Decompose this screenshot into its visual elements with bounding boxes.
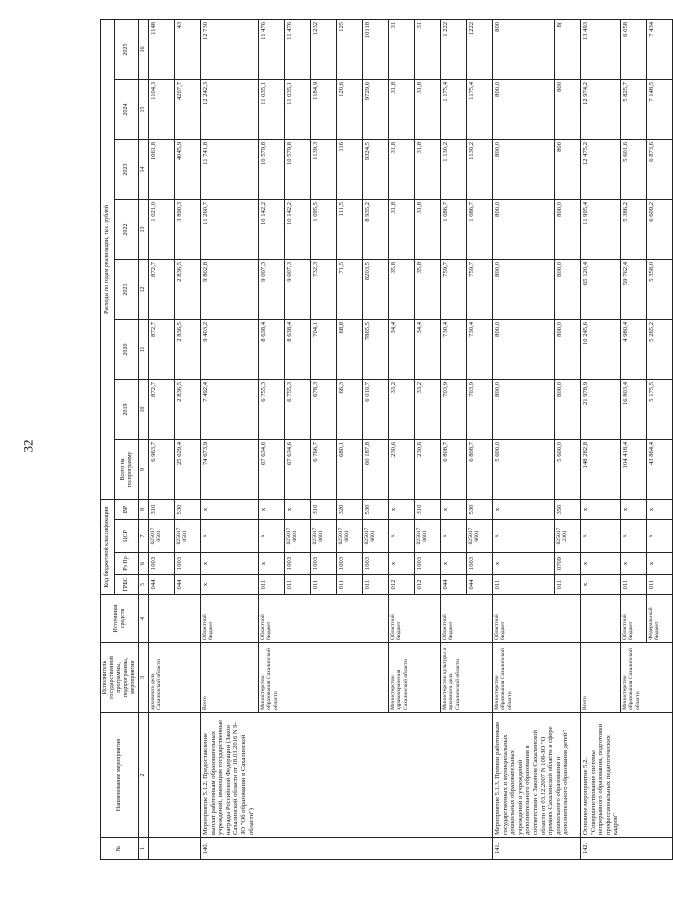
year-value: 10118 — [363, 19, 389, 79]
column-number: 11 — [139, 319, 149, 379]
header-executor: Исполнитель государственной программы, подпрограммы, мероприятия — [101, 643, 139, 713]
column-number: 6 — [139, 553, 149, 575]
code-rzpr: х — [389, 553, 415, 575]
code-rzpr: 1003 — [149, 553, 175, 575]
funding-source — [581, 595, 621, 643]
code-grbs: 044 — [441, 575, 467, 595]
column-number: 16 — [139, 19, 149, 79]
executor: Всего — [581, 643, 621, 713]
code-vr: 530 — [175, 499, 201, 519]
table-row — [581, 19, 621, 859]
year-value: 2 836,5 — [175, 259, 201, 319]
code-csr: х — [441, 520, 467, 553]
year-value: 71,5 — [337, 259, 363, 319]
code-vr: х — [621, 499, 647, 519]
year-value: 16 803,4 — [621, 379, 647, 439]
year-value: 800 — [555, 79, 581, 139]
year-value: 9324,5 — [363, 139, 389, 199]
year-value: 1104,3 — [149, 79, 175, 139]
year-value: 7865,5 — [363, 319, 389, 379]
code-grbs: 044 — [467, 575, 493, 595]
year-value: 800,0 — [493, 199, 555, 259]
page-number: 32 — [20, 439, 36, 453]
year-value: 703,9 — [467, 379, 493, 439]
total-value: 6 808,7 — [441, 439, 467, 499]
executor: Министерство образования Сахалинской области — [493, 643, 581, 713]
total-value: 5 600,0 — [555, 439, 581, 499]
year-value: 800,0 — [493, 79, 555, 139]
column-number: 12 — [139, 259, 149, 319]
year-value: 9 802,8 — [201, 259, 259, 319]
code-csr: 025017 0601 — [467, 520, 493, 553]
year-value: 800,0 — [555, 379, 581, 439]
year-value: 33,2 — [415, 379, 441, 439]
code-grbs: 011 — [337, 575, 363, 595]
row-number — [149, 838, 201, 860]
year-value: 1139,3 — [311, 139, 337, 199]
header-year: 2019 — [115, 379, 139, 439]
executor: Министерство образования Сахалинской области — [259, 643, 389, 713]
measure-name — [149, 713, 201, 838]
year-value: 35,8 — [415, 259, 441, 319]
year-value: 7 434 — [647, 19, 673, 79]
year-value: 703,9 — [441, 379, 467, 439]
funding-source: Областной бюджет — [389, 595, 441, 643]
year-value: 116 — [337, 139, 363, 199]
year-value: 8 935,2 — [363, 199, 389, 259]
year-value: 732,3 — [311, 259, 337, 319]
code-vr: 310 — [149, 499, 175, 519]
total-value: 74 673,9 — [201, 439, 259, 499]
year-value: 35,8 — [389, 259, 415, 319]
year-value: 31,8 — [389, 199, 415, 259]
year-value: 800 — [493, 19, 555, 79]
year-value: 9 007,3 — [285, 259, 311, 319]
column-number: 4 — [139, 595, 149, 643]
rotated-table-block — [100, 20, 661, 860]
code-vr: 530 — [467, 499, 493, 519]
year-value: 1222 — [467, 19, 493, 79]
year-value: 1 086,7 — [467, 199, 493, 259]
year-value: 6 755,3 — [259, 379, 285, 439]
code-rzpr: 1003 — [285, 553, 311, 575]
code-csr: х — [201, 520, 259, 553]
year-value: 730,4 — [467, 319, 493, 379]
year-value: 7 148,5 — [647, 79, 673, 139]
header-source: Источники средств — [101, 595, 139, 643]
code-vr: 350 — [555, 499, 581, 519]
code-csr: 025017 0501 — [149, 520, 175, 553]
year-value: 5 825,7 — [621, 79, 647, 139]
code-rzpr: 1003 — [337, 553, 363, 575]
total-value: 67 634,6 — [259, 439, 285, 499]
code-vr: х — [201, 499, 259, 519]
year-value: 10 245,6 — [581, 319, 621, 379]
year-value: 11 260,7 — [201, 199, 259, 259]
header-year: 2022 — [115, 199, 139, 259]
executor: архивного дела Сахалинской области — [149, 643, 201, 713]
year-value: 5 175,5 — [647, 379, 673, 439]
total-value: 148 282,8 — [581, 439, 621, 499]
year-value: 800,0 — [555, 319, 581, 379]
total-value: 104 418,4 — [621, 439, 647, 499]
column-number: 8 — [139, 499, 149, 519]
year-value: 800,0 — [555, 259, 581, 319]
code-rzpr: х — [493, 553, 555, 575]
year-value: 21 978,9 — [581, 379, 621, 439]
table-row — [201, 19, 259, 859]
year-value: 5 601,6 — [621, 139, 647, 199]
year-value: 10 579,8 — [285, 139, 311, 199]
year-value: 1 095,5 — [311, 199, 337, 259]
total-value: 6 963,7 — [149, 439, 175, 499]
year-value: 13 493 — [581, 19, 621, 79]
year-value: 2 836,5 — [175, 319, 201, 379]
code-rzpr: 1003 — [415, 553, 441, 575]
year-value: 11 741,8 — [201, 139, 259, 199]
code-vr: х — [581, 499, 621, 519]
total-value: 60 187,8 — [363, 439, 389, 499]
total-value: 43 864,4 — [647, 439, 673, 499]
funding-source: Областной бюджет — [621, 595, 647, 643]
year-value: 68,8 — [337, 319, 363, 379]
code-csr: х — [647, 520, 673, 553]
year-value: 11 995,4 — [581, 199, 621, 259]
total-value: 230,6 — [389, 439, 415, 499]
code-grbs: 011 — [311, 575, 337, 595]
year-value: 6 058 — [621, 19, 647, 79]
header-csr: ЦСР — [115, 520, 139, 553]
year-value: 125 — [337, 19, 363, 79]
year-value: 800,0 — [493, 319, 555, 379]
row-number: 140. — [201, 838, 493, 860]
column-number: 5 — [139, 575, 149, 595]
year-value: 678,3 — [311, 379, 337, 439]
row-number: 142. — [581, 838, 673, 860]
column-number: 7 — [139, 520, 149, 553]
year-value: 2 836,5 — [175, 379, 201, 439]
year-value: 730,4 — [441, 319, 467, 379]
measure-name: Основное мероприятие 5.2. "Совершенствование системы непрерывного образования, подготовки профессиональных педагогических кадров" — [581, 713, 673, 838]
header-vr: ВР — [115, 499, 139, 519]
code-vr: 310 — [311, 499, 337, 519]
total-value: 25 029,4 — [175, 439, 201, 499]
header-year: 2025 — [115, 19, 139, 79]
year-value: 31,8 — [389, 79, 415, 139]
code-rzpr: 1003 — [175, 553, 201, 575]
year-value: 8 638,4 — [259, 319, 285, 379]
year-value: 800,0 — [493, 259, 555, 319]
year-value: 8 638,4 — [285, 319, 311, 379]
code-vr: х — [389, 499, 415, 519]
column-number: 14 — [139, 139, 149, 199]
year-value: 3 890,3 — [175, 199, 201, 259]
code-csr: 025017 0501 — [175, 520, 201, 553]
year-value: 4045,9 — [175, 139, 201, 199]
year-value: 1 021,0 — [149, 199, 175, 259]
year-value: 4207,7 — [175, 79, 201, 139]
year-value: 6 873,6 — [647, 139, 673, 199]
year-value: 33,2 — [389, 379, 415, 439]
code-grbs: 011 — [285, 575, 311, 595]
year-value: 31,8 — [415, 139, 441, 199]
year-value: 6 609,2 — [647, 199, 673, 259]
year-value: 7 492,4 — [201, 379, 259, 439]
code-rzpr: 1003 — [311, 553, 337, 575]
code-grbs: 012 — [415, 575, 441, 595]
code-rzpr: х — [259, 553, 285, 575]
total-value: 6 808,7 — [467, 439, 493, 499]
code-grbs: 011 — [493, 575, 555, 595]
column-number: 13 — [139, 199, 149, 259]
year-value: 1 086,7 — [441, 199, 467, 259]
code-rzpr: 0709 — [555, 553, 581, 575]
year-value: 11 476 — [285, 19, 311, 79]
code-vr: х — [441, 499, 467, 519]
column-number: 15 — [139, 79, 149, 139]
column-number: 9 — [139, 439, 149, 499]
code-rzpr: х — [441, 553, 467, 575]
code-vr: 320 — [337, 499, 363, 519]
total-value: 5 600,0 — [493, 439, 555, 499]
code-csr: х — [581, 520, 621, 553]
code-rzpr: 1003 — [363, 553, 389, 575]
year-value: 704,1 — [311, 319, 337, 379]
year-value: 31 — [389, 19, 415, 79]
funding-source — [149, 595, 201, 643]
funding-source: Областной бюджет — [259, 595, 389, 643]
year-value: 12 730 — [201, 19, 259, 79]
year-value: 11 476 — [259, 19, 285, 79]
code-csr: 025017 0601 — [311, 520, 337, 553]
year-value: 12 974,2 — [581, 79, 621, 139]
year-value: 31,8 — [415, 79, 441, 139]
year-value: 1130,2 — [467, 139, 493, 199]
executor: Министерство здравоохранения Сахалинской области — [389, 643, 441, 713]
year-value: 34,4 — [389, 319, 415, 379]
column-number: 3 — [139, 643, 149, 713]
header-budget-code: Код бюджетной классификации — [101, 499, 115, 594]
code-csr: х — [389, 520, 415, 553]
table-row — [149, 19, 175, 859]
year-value: 9 007,3 — [259, 259, 285, 319]
year-value: 800,0 — [493, 379, 555, 439]
code-csr: 025017 0601 — [285, 520, 311, 553]
code-grbs: 011 — [647, 575, 673, 595]
code-grbs: 011 — [259, 575, 285, 595]
year-value: 800,0 — [555, 199, 581, 259]
code-vr: 530 — [363, 499, 389, 519]
year-value: 800,0 — [493, 139, 555, 199]
year-value: 4 980,4 — [621, 319, 647, 379]
year-value: 111,5 — [337, 199, 363, 259]
year-value: 34,4 — [415, 319, 441, 379]
row-number: 141. — [493, 838, 581, 860]
year-value: 1184,9 — [311, 79, 337, 139]
year-value: 12 242,3 — [201, 79, 259, 139]
table-row — [493, 19, 555, 859]
header-name: Наименование мероприятия — [101, 713, 139, 838]
code-rzpr: х — [201, 553, 259, 575]
year-value: 59 762,4 — [621, 259, 647, 319]
year-value: 1232 — [311, 19, 337, 79]
code-rzpr: 1003 — [467, 553, 493, 575]
code-vr: х — [493, 499, 555, 519]
code-grbs: 012 — [389, 575, 415, 595]
year-value: 872,7 — [149, 259, 175, 319]
code-csr: х — [621, 520, 647, 553]
code-csr: 025017 0601 — [363, 520, 389, 553]
code-csr: х — [493, 520, 555, 553]
header-no: № — [101, 838, 139, 860]
code-grbs: 044 — [175, 575, 201, 595]
code-vr: х — [647, 499, 673, 519]
header-year: 2021 — [115, 259, 139, 319]
executor: Министерство культуры и архивного дела Сахалинской области — [441, 643, 493, 713]
header-rzpr: Рз Пр — [115, 553, 139, 575]
code-rzpr: х — [581, 553, 621, 575]
code-csr: х — [259, 520, 285, 553]
budget-table — [100, 19, 673, 860]
year-value: 9729,6 — [363, 79, 389, 139]
year-value: 9 403,2 — [201, 319, 259, 379]
code-rzpr: х — [621, 553, 647, 575]
year-value: 1 130,2 — [441, 139, 467, 199]
total-value: 680,1 — [337, 439, 363, 499]
year-value: 6 755,3 — [285, 379, 311, 439]
funding-source: Областной бюджет — [441, 595, 493, 643]
header-grbs: ГРБС — [115, 575, 139, 595]
code-vr: х — [259, 499, 285, 519]
year-value: 5 265,2 — [647, 319, 673, 379]
code-grbs: 011 — [621, 575, 647, 595]
executor: Министерство образования Сахалинской области — [621, 643, 673, 713]
executor: Всего — [201, 643, 259, 713]
year-value: 5 358,0 — [647, 259, 673, 319]
measure-name: Мероприятие 5.1.2. Предоставление выплат работникам образовательных учреждений, имеющим государственные награды Российской Федерации (Закон Сахалинской области от 18.03.2016 N 9-ЗО "Об образовании в Сахалинской области") — [201, 713, 493, 838]
year-value: 10 579,8 — [259, 139, 285, 199]
year-value: 43 — [175, 19, 201, 79]
code-grbs: 011 — [363, 575, 389, 595]
total-value: 230,6 — [415, 439, 441, 499]
year-value: 31,8 — [389, 139, 415, 199]
year-value: 1 222 — [441, 19, 467, 79]
year-value: 31 — [415, 19, 441, 79]
code-grbs: х — [201, 575, 259, 595]
year-value: 31,8 — [415, 199, 441, 259]
code-vr: 310 — [415, 499, 441, 519]
year-value: 65 120,4 — [581, 259, 621, 319]
code-grbs: 044 — [149, 575, 175, 595]
year-value: 5 386,2 — [621, 199, 647, 259]
year-value: 759,7 — [441, 259, 467, 319]
column-number: 10 — [139, 379, 149, 439]
year-value: 11 035,1 — [259, 79, 285, 139]
year-value: 872,7 — [149, 379, 175, 439]
year-value: 1148 — [149, 19, 175, 79]
year-value: 872,7 — [149, 319, 175, 379]
year-value: 759,7 — [467, 259, 493, 319]
header-year: 2023 — [115, 139, 139, 199]
year-value: 1175,4 — [467, 79, 493, 139]
year-value: 6 010,7 — [363, 379, 389, 439]
header-year: 2020 — [115, 319, 139, 379]
year-value: 800 — [555, 139, 581, 199]
year-value: 11 035,1 — [285, 79, 311, 139]
year-value: 10 142,2 — [259, 199, 285, 259]
year-value: 1061,8 — [149, 139, 175, 199]
year-value: 8( — [555, 19, 581, 79]
code-csr: 025017 0601 — [337, 520, 363, 553]
year-value: 8203,5 — [363, 259, 389, 319]
year-value: 120,6 — [337, 79, 363, 139]
total-value: 6 766,7 — [311, 439, 337, 499]
column-number: 2 — [139, 713, 149, 838]
total-value: 67 634,6 — [285, 439, 311, 499]
funding-source: Областной бюджет — [201, 595, 259, 643]
funding-source: Областной бюджет — [493, 595, 581, 643]
measure-name: Мероприятие 5.1.3. Премии работникам государственных и муниципальных дошкольных образовательных учреждений и учреждений дополнительного образования в соответствии с Законом Сахалинской области от 03.12.2007 N 108-ЗО "О премиях Сахалинской области в сфере дошкольного образования и дополнительного образования детей" — [493, 713, 581, 838]
code-csr: 025017 0601 — [415, 520, 441, 553]
year-value: 10 142,2 — [285, 199, 311, 259]
code-grbs: х — [581, 575, 621, 595]
column-number: 1 — [139, 838, 149, 860]
year-value: 66,3 — [337, 379, 363, 439]
code-rzpr: х — [647, 553, 673, 575]
code-csr: 025017 2301 — [555, 520, 581, 553]
code-vr: х — [285, 499, 311, 519]
header-total: Всего на госпрограмму — [115, 439, 139, 499]
code-grbs: 011 — [555, 575, 581, 595]
year-value: 12 475,2 — [581, 139, 621, 199]
header-expenses: Расходы по годам реализации, тыс. рублей — [101, 19, 115, 499]
header-year: 2024 — [115, 79, 139, 139]
funding-source: Федеральный бюджет — [647, 595, 673, 643]
year-value: 1 175,4 — [441, 79, 467, 139]
